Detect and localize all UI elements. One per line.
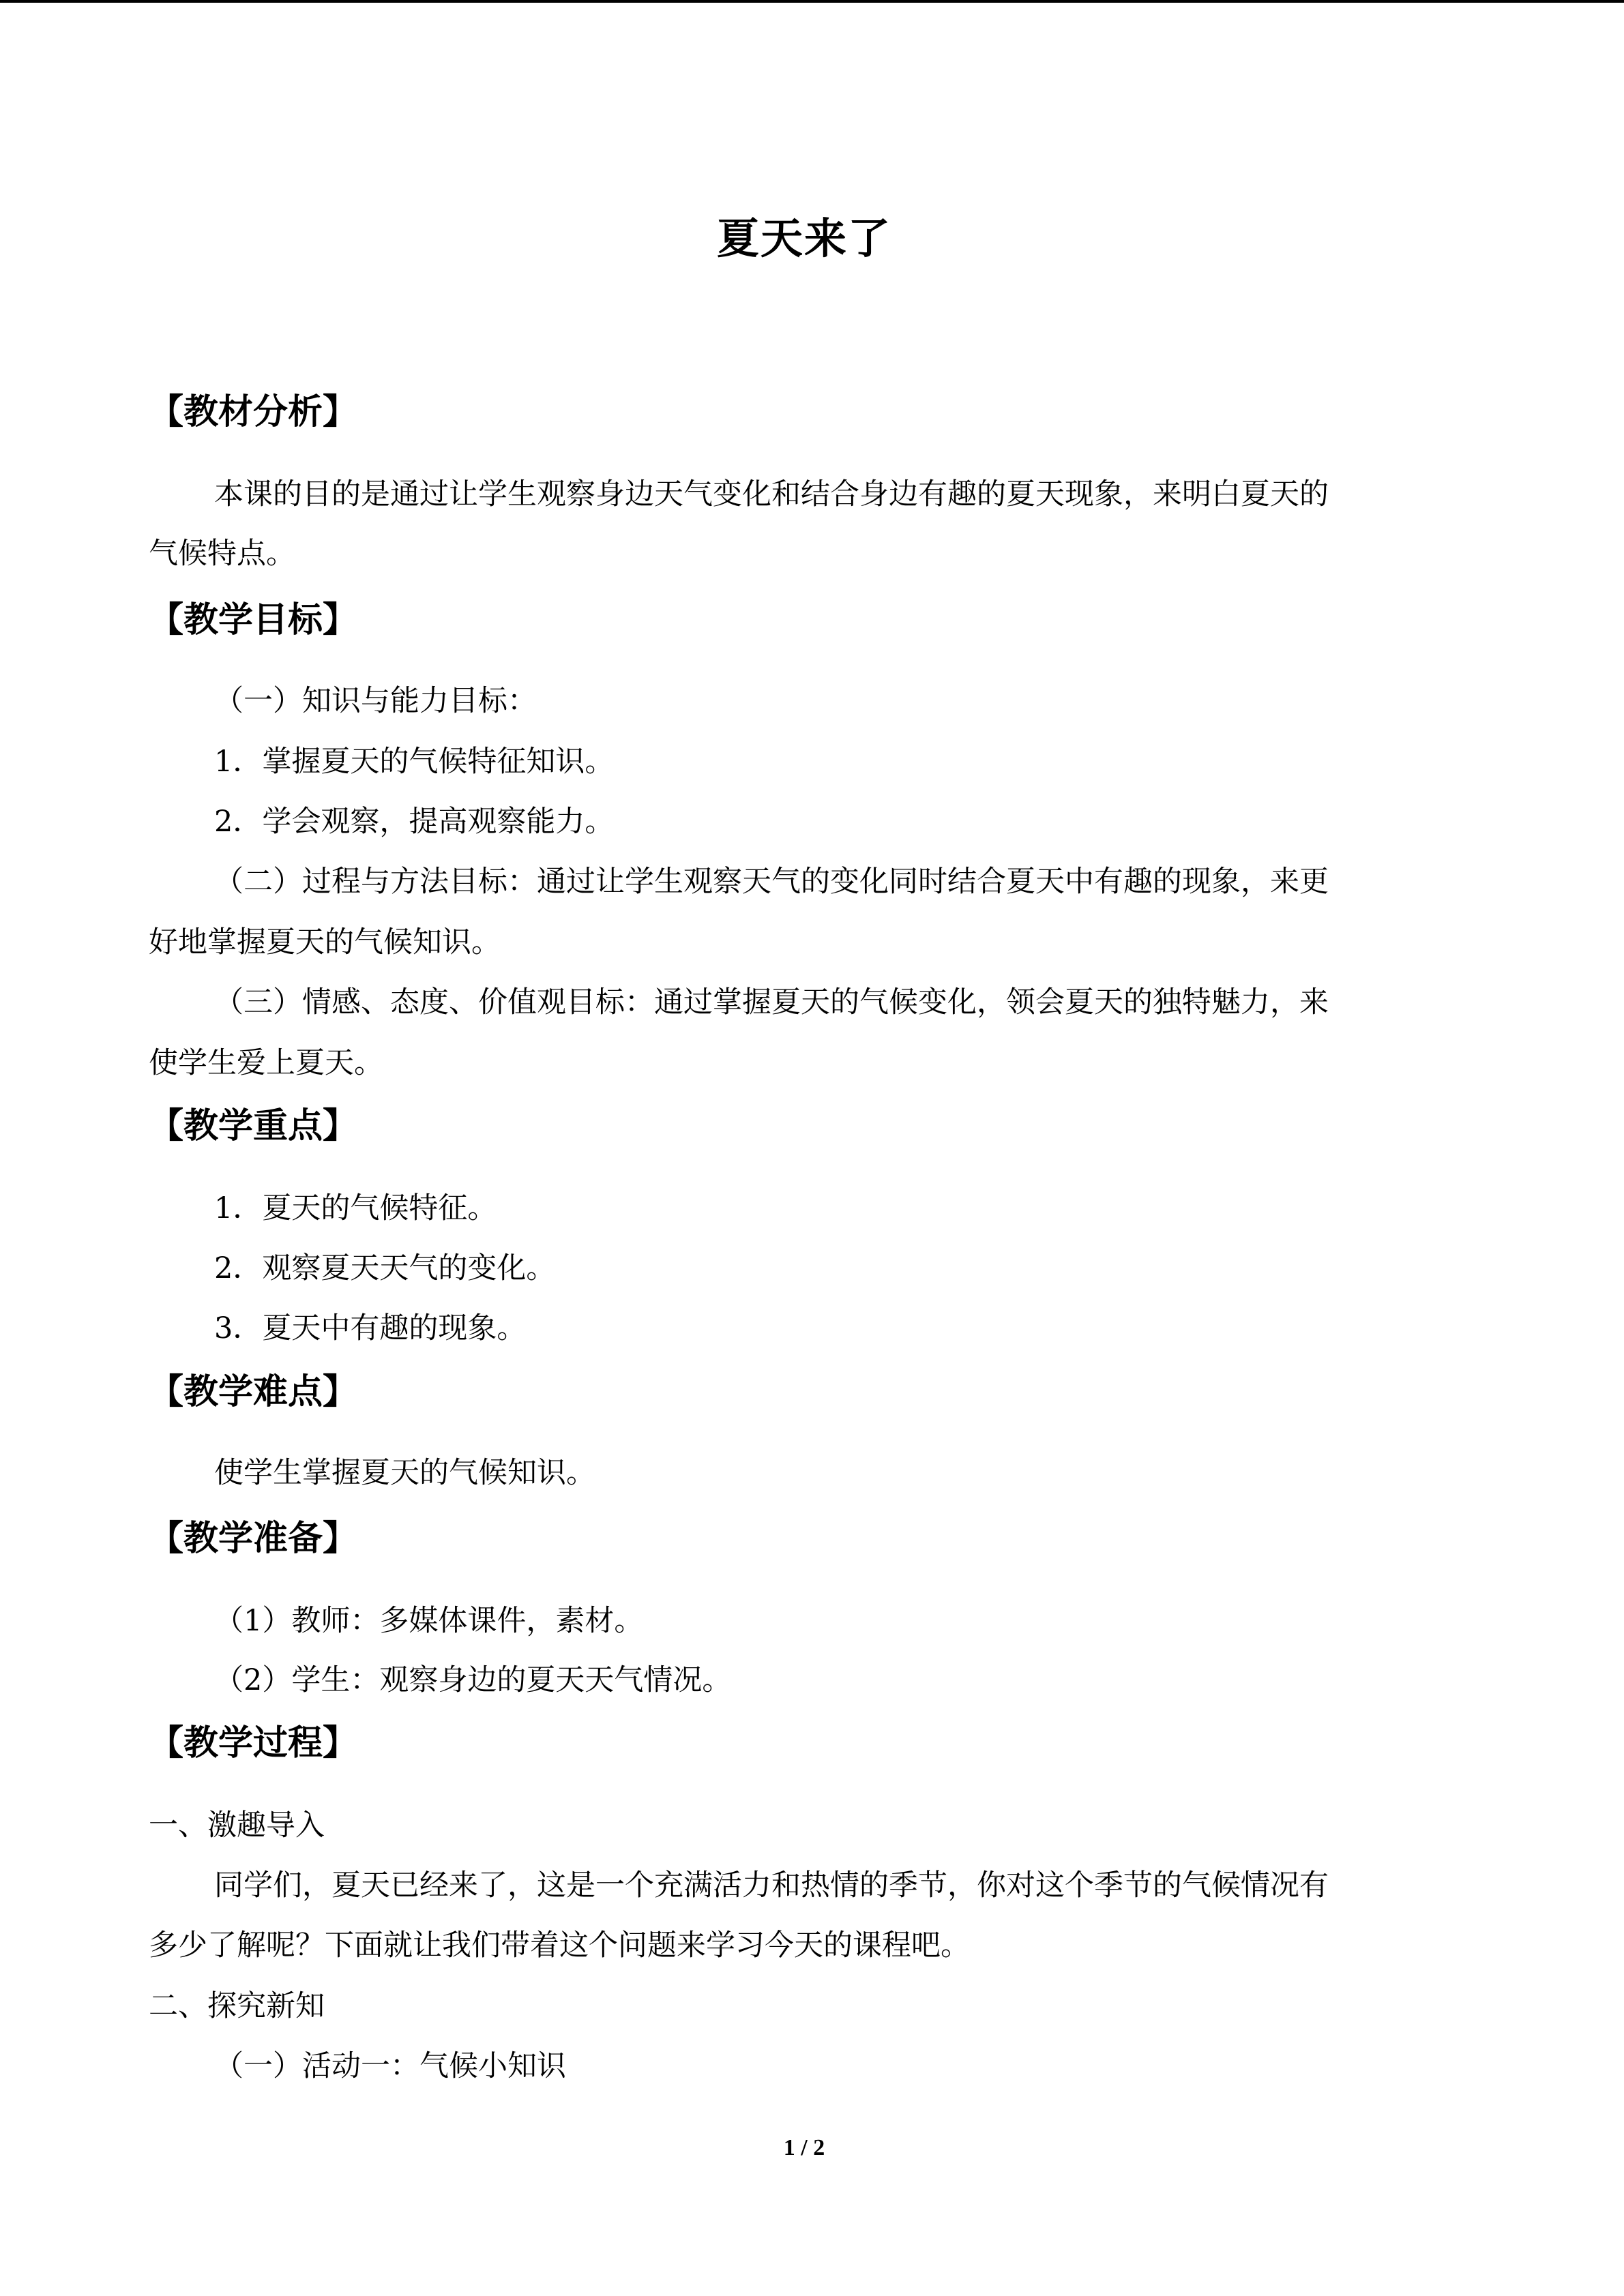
key-points-line-2: 2．观察夏天天气的变化。 [214,1251,556,1285]
goals-line-7: 使学生爱上夏天。 [149,1046,383,1080]
analysis-line-1: 本课的目的是通过让学生观察身边天气变化和结合身边有趣的夏天现象，来明白夏天的 [214,477,1329,511]
preparation-line-2: （2）学生：观察身边的夏天天气情况。 [214,1663,732,1697]
process-line-1: 一、激趣导入 [149,1808,325,1843]
page-number: 1 / 2 [783,2135,825,2160]
key-points-line-1: 1．夏天的气候特征。 [214,1191,497,1225]
process-line-4: 二、探究新知 [149,1989,325,2023]
difficulties-line-1: 使学生掌握夏天的气候知识。 [214,1456,595,1490]
process-line-5: （一）活动一：气候小知识 [214,2049,566,2083]
goals-line-2: 1．掌握夏天的气候特征知识。 [214,745,615,779]
document-title: 夏天来了 [716,213,891,263]
document-page [149,0,1460,2296]
heading-key-points: 【教学重点】 [149,1106,358,1146]
goals-line-4: （二）过程与方法目标：通过让学生观察天气的变化同时结合夏天中有趣的现象，来更 [214,865,1329,899]
process-line-3: 多少了解呢？下面就让我们带着这个问题来学习今天的课程吧。 [149,1928,970,1963]
preparation-line-1: （1）教师：多媒体课件，素材。 [214,1604,644,1638]
heading-preparation: 【教学准备】 [149,1519,358,1559]
goals-line-3: 2．学会观察，提高观察能力。 [214,805,615,839]
heading-difficulties: 【教学难点】 [149,1372,358,1412]
process-line-2: 同学们，夏天已经来了，这是一个充满活力和热情的季节，你对这个季节的气候情况有 [214,1868,1329,1903]
goals-line-5: 好地掌握夏天的气候知识。 [149,925,501,959]
heading-goals: 【教学目标】 [149,600,358,640]
analysis-line-2: 气候特点。 [149,537,295,571]
goals-line-6: （三）情感、态度、价值观目标：通过掌握夏天的气候变化，领会夏天的独特魅力，来 [214,985,1329,1019]
key-points-line-3: 3．夏天中有趣的现象。 [214,1311,527,1345]
heading-process: 【教学过程】 [149,1723,358,1763]
goals-line-1: （一）知识与能力目标： [214,684,537,718]
heading-analysis: 【教材分析】 [149,392,358,432]
